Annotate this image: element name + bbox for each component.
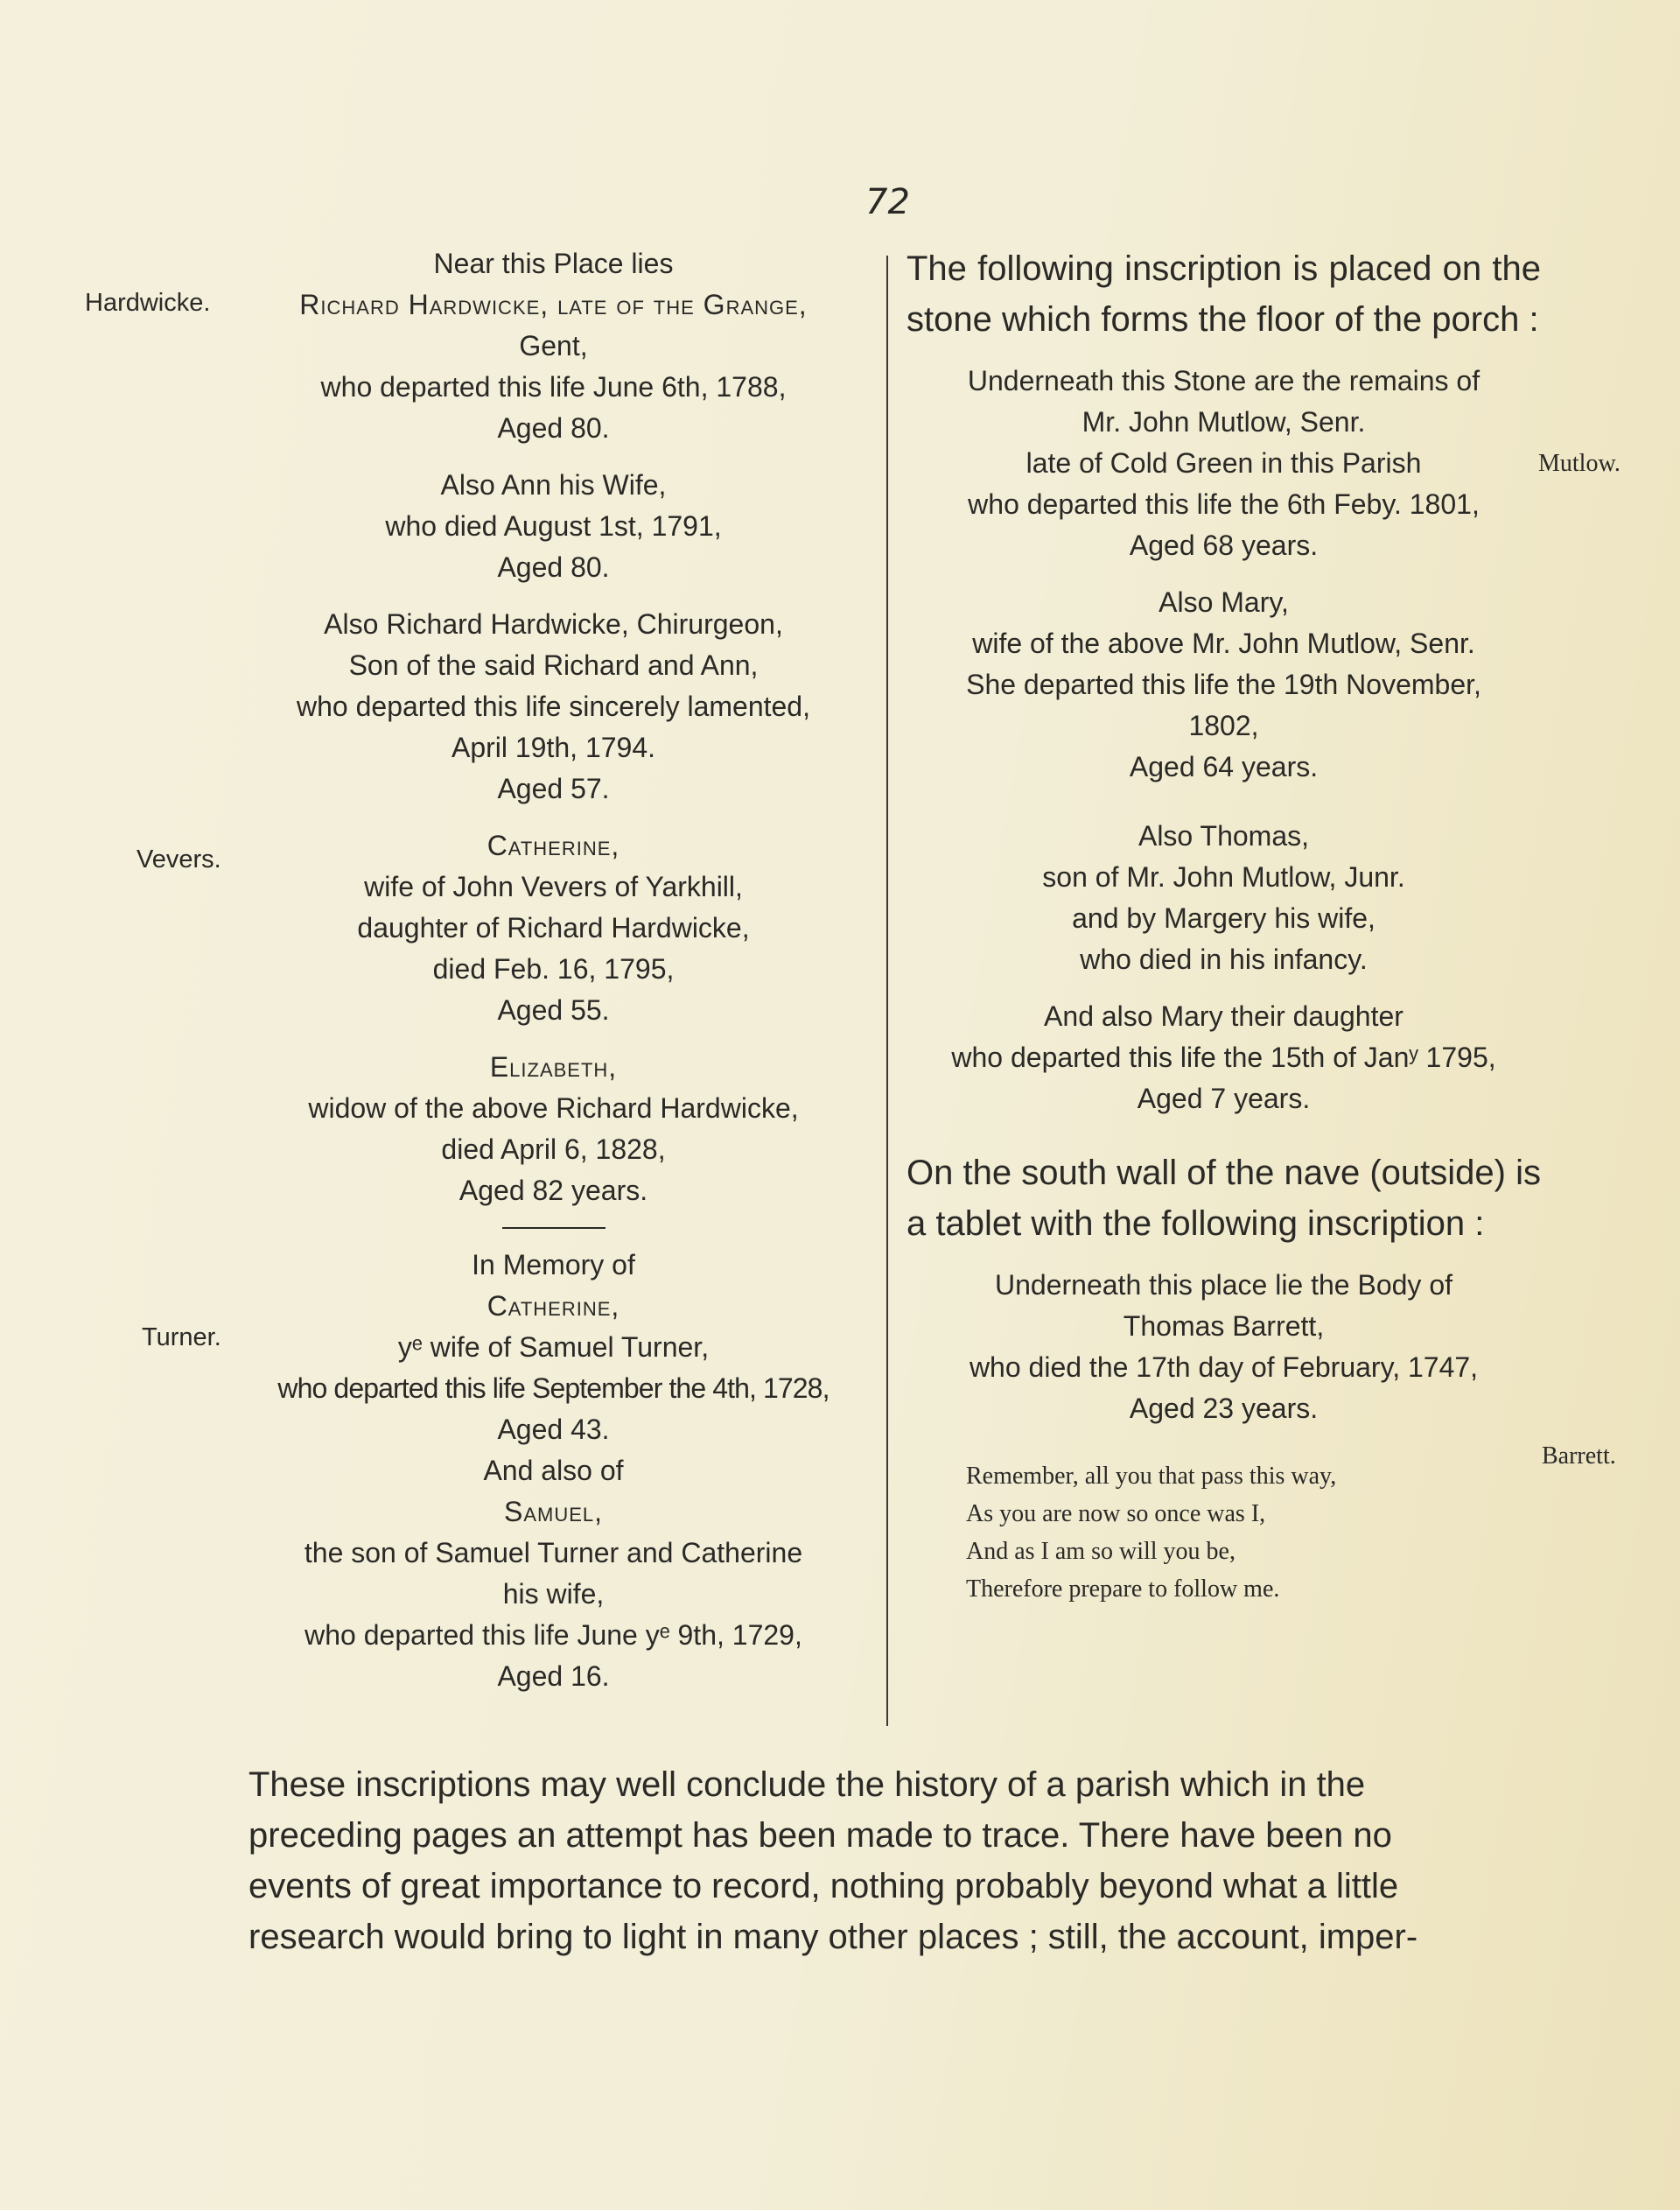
- inscription-line: widow of the above Richard Hardwicke,: [308, 1092, 799, 1124]
- inscription-line: Underneath this place lie the Body of: [995, 1269, 1452, 1301]
- inscription-line: who departed this life the 6th Feby. 1801,: [968, 488, 1480, 520]
- inscription-line: Aged 82 years.: [458, 1175, 648, 1206]
- inscription-line: Also Thomas,: [1138, 820, 1310, 852]
- inscription-line: Also Ann his Wife,: [440, 469, 667, 501]
- inscription-mary-mutlow: [906, 582, 1541, 788]
- inscription-line: She departed this life the 19th November,: [966, 669, 1481, 700]
- margin-note-vevers: Vevers.: [136, 845, 221, 873]
- inscription-line: died Feb. 16, 1795,: [432, 953, 675, 985]
- inscription-line: Aged 23 years.: [1129, 1393, 1319, 1424]
- inscription-line: who departed this life sincerely lamented,: [297, 691, 810, 722]
- inscription-line: Near this Place lies: [433, 248, 674, 279]
- inscription-richard-hardwicke-chirurgeon: [241, 604, 866, 810]
- paragraph-line: preceding pages an attempt has been made to trace. There have been no: [248, 1816, 1392, 1855]
- inscription-line: his wife,: [502, 1578, 605, 1610]
- inscription-line: Catherine,: [486, 830, 620, 861]
- inscription-line: who departed this life September the 4th, 1728,: [277, 1372, 830, 1404]
- inscription-line: Thomas Barrett,: [1123, 1310, 1325, 1342]
- inscription-line: In Memory of: [472, 1249, 635, 1280]
- paragraph-line: events of great importance to record, nothing probably beyond what a little: [248, 1867, 1399, 1905]
- inscription-line: daughter of Richard Hardwicke,: [357, 912, 750, 944]
- inscription-line: wife of the above Mr. John Mutlow, Senr.: [972, 628, 1475, 659]
- inscription-line: Aged 43.: [497, 1414, 610, 1445]
- verse-line: And as I am so will you be,: [966, 1538, 1236, 1565]
- inscription-line: and by Margery his wife,: [1072, 902, 1376, 934]
- inscription-line: who departed this life June 6th, 1788,: [320, 371, 787, 403]
- inscription-line: Aged 7 years.: [1137, 1083, 1311, 1114]
- inscription-thomas-barrett: [906, 1265, 1541, 1429]
- inscription-line: Gent,: [519, 330, 588, 361]
- margin-note-barrett: Barrett.: [1542, 1442, 1616, 1470]
- inscription-line: died April 6, 1828,: [441, 1133, 666, 1165]
- inscription-line: Catherine,: [486, 1290, 620, 1322]
- inscription-catherine-vevers: [241, 825, 866, 1031]
- inscription-line: who died in his infancy.: [1080, 944, 1368, 975]
- page-number: 72: [865, 182, 910, 222]
- column-divider: [886, 256, 888, 1726]
- inscription-line: Aged 16.: [497, 1660, 610, 1692]
- inscription-line: who died August 1st, 1791,: [385, 510, 722, 542]
- inscription-line: yᵉ wife of Samuel Turner,: [397, 1331, 710, 1363]
- paragraph-line: These inscriptions may well conclude the history of a parish which in the: [248, 1765, 1366, 1804]
- inscription-line: April 19th, 1794.: [451, 732, 656, 763]
- inscription-line: Underneath this Stone are the remains of: [967, 365, 1480, 396]
- section-rule: [502, 1227, 606, 1229]
- inscription-line: Mr. John Mutlow, Senr.: [1082, 406, 1366, 438]
- inscription-line: Son of the said Richard and Ann,: [348, 649, 759, 681]
- inscription-line: Samuel,: [503, 1496, 604, 1527]
- inscription-line: And also of: [483, 1455, 624, 1486]
- inscription-line: Aged 55.: [497, 994, 610, 1026]
- verse-line: As you are now so once was I,: [966, 1500, 1266, 1527]
- inscription-mary-daughter: [906, 996, 1541, 1119]
- inscription-richard-hardwicke: [241, 243, 866, 449]
- inscription-line: 1802,: [1188, 710, 1259, 741]
- inscription-line: Aged 68 years.: [1129, 530, 1319, 561]
- inscription-line: son of Mr. John Mutlow, Junr.: [1042, 861, 1405, 893]
- margin-note-hardwicke: Hardwicke.: [85, 289, 211, 317]
- left-column: [241, 243, 866, 1697]
- closing-paragraph: [248, 1759, 1526, 1962]
- inscription-elizabeth: [241, 1047, 866, 1211]
- inscription-thomas-mutlow: [906, 816, 1541, 980]
- inscription-line: Aged 80.: [497, 412, 610, 444]
- inscription-line: wife of John Vevers of Yarkhill,: [364, 871, 743, 902]
- verse-line: Remember, all you that pass this way,: [966, 1463, 1337, 1490]
- inscription-catherine-turner: [241, 1245, 866, 1450]
- margin-note-mutlow: Mutlow.: [1538, 450, 1620, 477]
- inscription-line: Elizabeth,: [489, 1051, 618, 1083]
- inscription-line: Aged 80.: [497, 551, 610, 583]
- porch-intro-paragraph: The following inscription is placed on the stone which forms the floor of the porch :: [906, 249, 1541, 339]
- inscription-line: Aged 57.: [497, 773, 610, 804]
- inscription-john-mutlow: [906, 361, 1541, 566]
- inscription-line: Aged 64 years.: [1129, 751, 1319, 782]
- inscription-line: late of Cold Green in this Parish: [1026, 447, 1422, 479]
- inscription-line: Richard Hardwicke, late of the Grange,: [299, 289, 808, 320]
- inscription-line: who departed this life June yᵉ 9th, 1729,: [304, 1619, 802, 1651]
- margin-note-turner: Turner.: [142, 1323, 221, 1351]
- inscription-line: who departed this life the 15th of Janʸ 1795,: [951, 1042, 1496, 1073]
- epitaph-verse: [966, 1457, 1541, 1608]
- inscription-line: And also Mary their daughter: [1044, 1000, 1404, 1032]
- inscription-line: Also Richard Hardwicke, Chirurgeon,: [324, 608, 783, 640]
- inscription-line: Also Mary,: [1158, 586, 1289, 618]
- inscription-line: the son of Samuel Turner and Catherine: [304, 1537, 803, 1568]
- verse-line: Therefore prepare to follow me.: [966, 1575, 1280, 1603]
- right-column: [906, 243, 1541, 1608]
- nave-intro-paragraph: On the south wall of the nave (outside) is a tablet with the following inscription :: [906, 1154, 1541, 1243]
- inscription-samuel-turner: [241, 1450, 866, 1697]
- paragraph-line: research would bring to light in many other places ; still, the account, imper-: [248, 1918, 1418, 1956]
- inscription-line: who died the 17th day of February, 1747,: [969, 1351, 1479, 1383]
- inscription-ann: [241, 465, 866, 588]
